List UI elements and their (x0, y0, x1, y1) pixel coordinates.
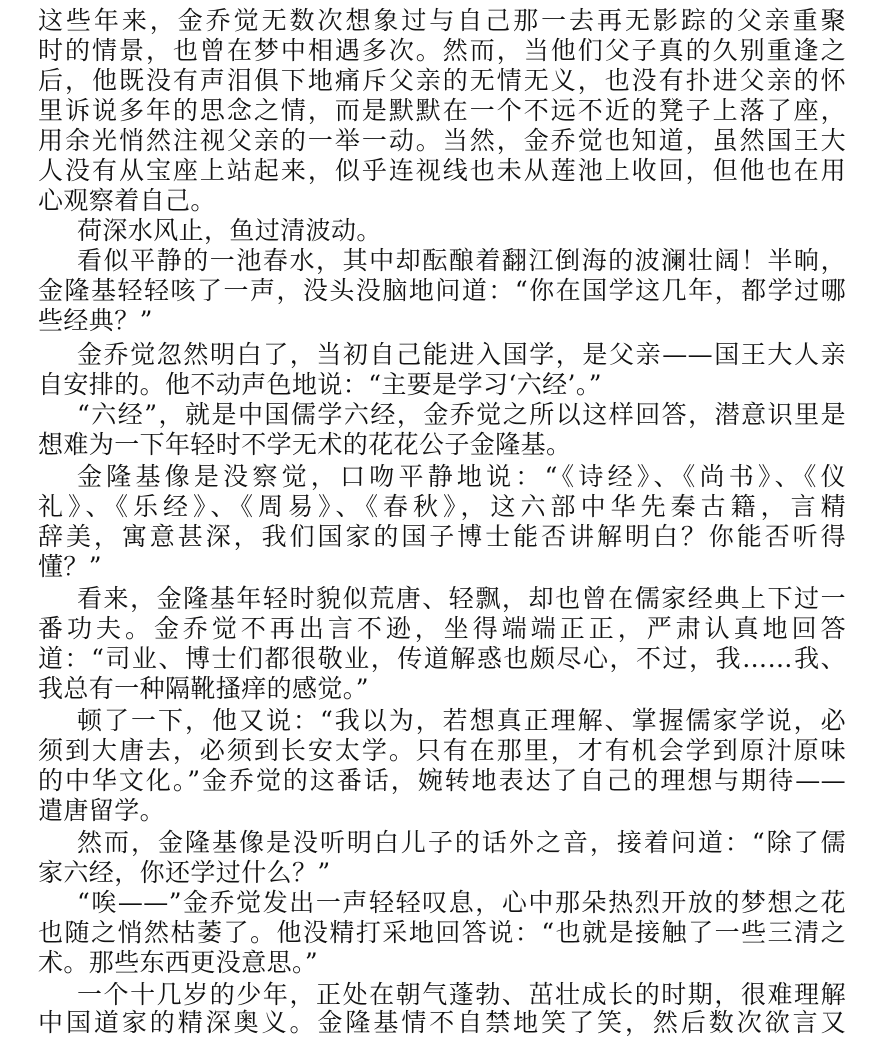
text-line: 礼》、《乐经》、《周易》、《春秋》，这六部中华先秦古籍，言精 (38, 492, 846, 521)
text-line: 这些年来，金乔觉无数次想象过与自己那一去再无影踪的父亲重聚 (38, 6, 846, 35)
text-line: 后，他既没有声泪俱下地痛斥父亲的无情无义，也没有扑进父亲的怀 (38, 66, 846, 95)
text-line: 的中华文化。”金乔觉的这番话，婉转地表达了自己的理想与期待—— (38, 766, 846, 795)
text-line: 时的情景，也曾在梦中相遇多次。然而，当他们父子真的久别重逢之 (38, 36, 846, 65)
text-line: 家六经，你还学过什么？” (38, 858, 331, 887)
text-line: 术。那些东西更没意思。” (38, 948, 319, 977)
text-line: 然而，金隆基像是没听明白儿子的话外之音，接着问道：“除了儒 (77, 828, 846, 857)
text-line: 看来，金隆基年轻时貌似荒唐、轻飘，却也曾在儒家经典上下过一 (77, 584, 846, 613)
text-line: 中国道家的精深奥义。金隆基情不自禁地笑了笑，然后数次欲言又 (38, 1008, 846, 1037)
text-line: 看似平静的一池春水，其中却酝酿着翻江倒海的波澜壮阔！半晌， (77, 246, 846, 275)
text-line: 番功夫。金乔觉不再出言不逊，坐得端端正正，严肃认真地回答 (38, 614, 846, 643)
text-line: 金隆基轻轻咳了一声，没头没脑地问道：“你在国学这几年，都学过哪 (38, 276, 846, 305)
text-line: 荷深水风止，鱼过清波动。 (77, 216, 382, 245)
text-line: 一个十几岁的少年，正处在朝气蓬勃、茁壮成长的时期，很难理解 (77, 980, 846, 1009)
text-line: 也随之悄然枯萎了。他没精打采地回答说：“也就是接触了一些三清之 (38, 918, 846, 947)
text-line: 金乔觉忽然明白了，当初自己能进入国学，是父亲——国王大人亲 (77, 340, 846, 369)
text-line: 须到大唐去，必须到长安太学。只有在那里，才有机会学到原汁原味 (38, 736, 846, 765)
text-line: 遣唐留学。 (38, 796, 166, 825)
text-line: 道：“司业、博士们都很敬业，传道解惑也颇尽心，不过，我……我、 (38, 644, 846, 673)
text-line: “六经”，就是中国儒学六经，金乔觉之所以这样回答，潜意识里是 (77, 400, 846, 429)
text-line: 用余光悄然注视父亲的一举一动。当然，金乔觉也知道，虽然国王大 (38, 126, 846, 155)
text-line: 辞美，寓意甚深，我们国家的国子博士能否讲解明白？你能否听得 (38, 522, 846, 551)
text-line: 些经典？” (38, 306, 153, 335)
text-line: 我总有一种隔靴搔痒的感觉。” (38, 674, 369, 703)
text-line: 里诉说多年的思念之情，而是默默在一个不远不近的凳子上落了座， (38, 96, 846, 125)
text-line: 懂？” (38, 552, 102, 581)
text-line: 金隆基像是没察觉，口吻平静地说：“《诗经》、《尚书》、《仪 (77, 462, 846, 491)
text-line: 心观察着自己。 (38, 186, 216, 215)
text-line: 想难为一下年轻时不学无术的花花公子金隆基。 (38, 430, 572, 459)
text-line: 人没有从宝座上站起来，似乎连视线也未从莲池上收回，但他也在用 (38, 156, 846, 185)
text-line: 自安排的。他不动声色地说：“主要是学习‘六经’。” (38, 370, 602, 399)
text-line: “唉——”金乔觉发出一声轻轻叹息，心中那朵热烈开放的梦想之花 (77, 888, 846, 917)
text-line: 顿了一下，他又说：“我以为，若想真正理解、掌握儒家学说，必 (77, 706, 846, 735)
